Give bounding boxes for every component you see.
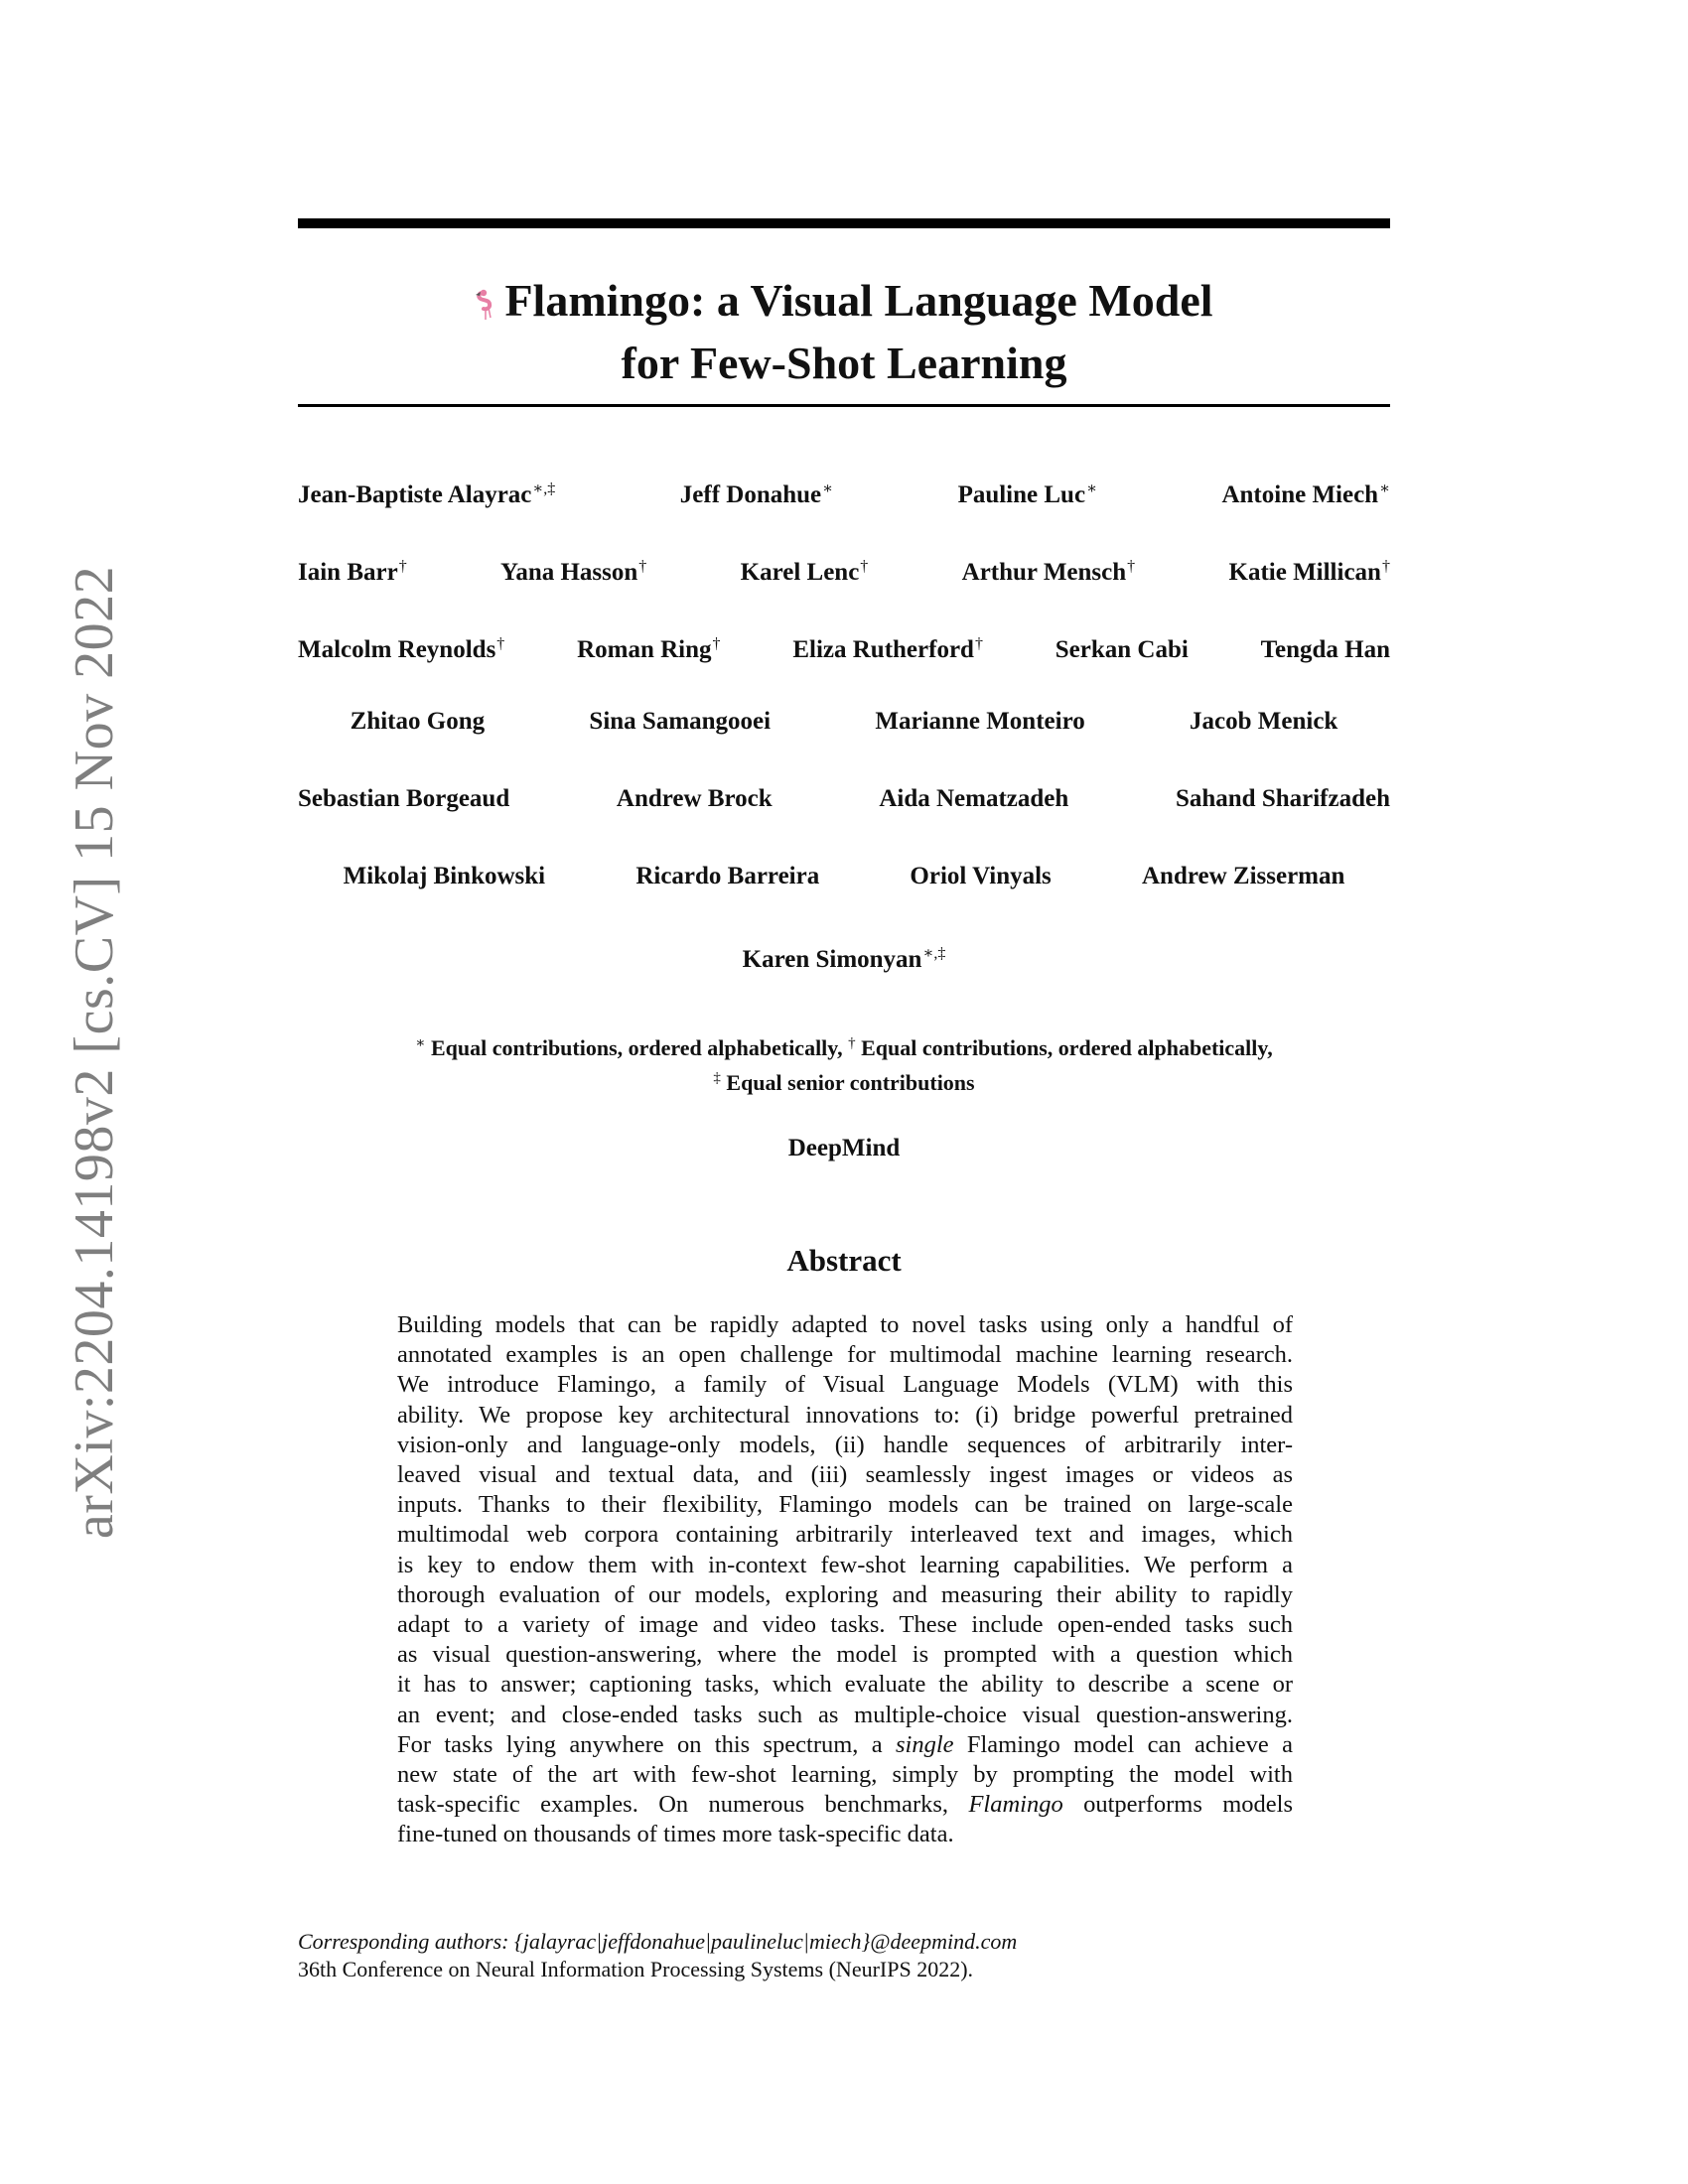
abstract-line (397, 1790, 1293, 1820)
abstract-text: new state of the art with few-shot learning, simply by prompting the model with (397, 1761, 1293, 1789)
author (962, 552, 1136, 588)
author-affiliation-marks: † (496, 635, 505, 652)
abstract-text: vision-only and language-only models, (ii) handle sequences of arbitrarily inter- (397, 1431, 1293, 1458)
abstract-text: outperforms models (1062, 1791, 1294, 1819)
author-affiliation-marks: ∗ (1379, 480, 1390, 497)
author (1176, 784, 1390, 814)
abstract-line (397, 1670, 1293, 1700)
abstract-text: is key to endow them with in-context few-shot learning capabilities. We perform a (397, 1551, 1293, 1578)
author-affiliation-marks: ∗ (1086, 480, 1097, 497)
author-name: Mikolaj Binkowski (343, 863, 546, 889)
author-affiliation-marks: † (860, 558, 869, 575)
author (910, 862, 1051, 891)
author (617, 784, 773, 814)
author-name: Sebastian Borgeaud (298, 785, 510, 812)
author-name: Marianne Monteiro (875, 708, 1085, 735)
author-name: Jeff Donahue (679, 481, 822, 508)
abstract-line (397, 1310, 1293, 1340)
author-affiliation-marks: ∗,‡ (922, 945, 946, 962)
affiliation: DeepMind (787, 1135, 901, 1161)
author-name: Yana Hasson (500, 559, 638, 586)
contribution-mark: ‡ (713, 1070, 721, 1086)
title-line-1: Flamingo: a Visual Language Model (504, 275, 1213, 326)
abstract-line (397, 1820, 1293, 1849)
author (1190, 707, 1337, 737)
contribution-note: Equal contributions, ordered alphabetically, (861, 1035, 1273, 1060)
flamingo-icon (475, 278, 498, 335)
abstract-text: ability. We propose key architectural innovations to: (i) bridge powerful pretrained (397, 1401, 1293, 1429)
abstract-text: Flamingo model can achieve a (953, 1730, 1294, 1758)
author-row (298, 784, 1390, 862)
abstract-emphasis: single (895, 1730, 954, 1758)
author (680, 475, 833, 510)
author-name: Karen Simonyan (742, 946, 922, 973)
author-name: Oriol Vinyals (910, 863, 1052, 889)
abstract-line (397, 1490, 1293, 1520)
arxiv-stamp: arXiv:2204.14198v2 [cs.CV] 15 Nov 2022 (64, 565, 125, 1540)
abstract-line (397, 1610, 1293, 1640)
author-affiliation-marks: † (712, 635, 721, 652)
author-name: Tengda Han (1260, 636, 1390, 663)
abstract-line (397, 1701, 1293, 1730)
author (1229, 552, 1390, 588)
contribution-note: Equal senior contributions (726, 1070, 975, 1095)
abstract-text: fine-tuned on thousands of times more task-specific data. (397, 1821, 954, 1848)
author (1055, 635, 1189, 665)
author-name: Roman Ring (577, 636, 712, 663)
conference-note: 36th Conference on Neural Information Processing Systems (NeurIPS 2022). (298, 1957, 974, 1981)
author (1142, 862, 1344, 891)
author (298, 784, 509, 814)
author-row (298, 862, 1390, 939)
corresponding-authors: Corresponding authors: {jalayrac|jeffdonahue|paulineluc|miech}@deepmind.com (298, 1929, 1018, 1954)
abstract-text: multimodal web corpora containing arbitrarily interleaved text and images, which (397, 1521, 1293, 1549)
abstract-heading: Abstract (786, 1243, 902, 1278)
author-name: Antoine Miech (1221, 481, 1379, 508)
author (344, 862, 546, 891)
author-name: Zhitao Gong (350, 708, 486, 735)
title-rule-top (298, 218, 1390, 228)
author-row (298, 475, 1390, 552)
author (298, 475, 555, 510)
author-affiliation-marks: † (398, 558, 407, 575)
contribution-mark: † (848, 1035, 856, 1051)
abstract-text: as visual question-answering, where the model is prompted with a question which (397, 1641, 1293, 1669)
abstract-line (397, 1760, 1293, 1790)
author (741, 552, 869, 588)
author-affiliation-marks: † (974, 635, 983, 652)
abstract-line (397, 1551, 1293, 1580)
author-name: Karel Lenc (740, 559, 860, 586)
author (743, 939, 946, 975)
author-name: Andrew Brock (616, 785, 773, 812)
contribution-note: Equal contributions, ordered alphabetically, (430, 1035, 843, 1060)
author-row (298, 629, 1390, 707)
author-affiliation-marks: † (638, 558, 647, 575)
author-row (298, 707, 1390, 784)
author-name: Serkan Cabi (1055, 636, 1189, 663)
author-name: Sahand Sharifzadeh (1175, 785, 1390, 812)
title-rule-bottom (298, 404, 1390, 407)
author (792, 629, 983, 665)
author-name: Eliza Rutherford (792, 636, 974, 663)
abstract-text: inputs. Thanks to their flexibility, Flamingo models can be trained on large-scale (397, 1491, 1293, 1519)
author (1221, 475, 1390, 510)
contribution-mark: ∗ (415, 1035, 426, 1051)
abstract-line (397, 1520, 1293, 1550)
author-name: Ricardo Barreira (635, 863, 820, 889)
paper-title (298, 272, 1390, 391)
abstract-text: For tasks lying anywhere on this spectrum, a (397, 1730, 896, 1758)
author-name: Iain Barr (298, 559, 398, 586)
title-line-2: for Few-Shot Learning (621, 338, 1067, 388)
author (351, 707, 485, 737)
author-affiliation-marks: † (1127, 558, 1136, 575)
author (635, 862, 819, 891)
abstract-text: thorough evaluation of our models, exploring and measuring their ability to rapidly (397, 1580, 1293, 1608)
abstract-text: it has to answer; captioning tasks, which evaluate the ability to describe a scene or (397, 1671, 1293, 1699)
author-name: Katie Millican (1228, 559, 1381, 586)
abstract-line (397, 1431, 1293, 1460)
author (879, 784, 1068, 814)
abstract-text: an event; and close-ended tasks such as multiple-choice visual question-answering. (397, 1701, 1293, 1728)
author-name: Malcolm Reynolds (298, 636, 496, 663)
abstract-text: leaved visual and textual data, and (iii) seamlessly ingest images or videos as (397, 1461, 1293, 1489)
author-row (298, 939, 1390, 1017)
abstract-text: annotated examples is an open challenge for multimodal machine learning research. (397, 1341, 1293, 1369)
author (875, 707, 1084, 737)
author (298, 629, 504, 665)
abstract-line (397, 1340, 1293, 1370)
author-affiliation-marks: ∗,‡ (532, 480, 556, 497)
author-name: Sina Samangooei (589, 708, 772, 735)
abstract-text: adapt to a variety of image and video tasks. These include open-ended tasks such (397, 1611, 1293, 1639)
abstract-body (397, 1310, 1293, 1850)
author-list (298, 475, 1390, 1017)
author (958, 475, 1097, 510)
abstract-line (397, 1730, 1293, 1760)
abstract-line (397, 1460, 1293, 1490)
abstract-text: task-specific examples. On numerous benchmarks, (397, 1791, 969, 1819)
footnote (298, 1928, 1390, 1983)
author-affiliation-marks: ∗ (822, 480, 834, 497)
abstract-line (397, 1401, 1293, 1431)
author-name: Andrew Zisserman (1141, 863, 1345, 889)
abstract-text: Building models that can be rapidly adapted to novel tasks using only a handful of (397, 1311, 1293, 1338)
abstract-text: We introduce Flamingo, a family of Visual Language Models (VLM) with this (397, 1371, 1293, 1399)
author-name: Pauline Luc (957, 481, 1086, 508)
author-name: Jacob Menick (1190, 708, 1338, 735)
author-name: Jean-Baptiste Alayrac (298, 481, 532, 508)
abstract-line (397, 1580, 1293, 1610)
author (1261, 635, 1390, 665)
author-name: Arthur Mensch (961, 559, 1127, 586)
abstract-line (397, 1640, 1293, 1670)
abstract-line (397, 1370, 1293, 1400)
author (500, 552, 646, 588)
author-row (298, 552, 1390, 629)
author (589, 707, 771, 737)
author-affiliation-marks: † (1381, 558, 1390, 575)
contribution-notes (298, 1028, 1390, 1098)
author (577, 629, 720, 665)
abstract-emphasis: Flamingo (968, 1791, 1063, 1819)
author (298, 552, 407, 588)
author-name: Aida Nematzadeh (879, 785, 1069, 812)
